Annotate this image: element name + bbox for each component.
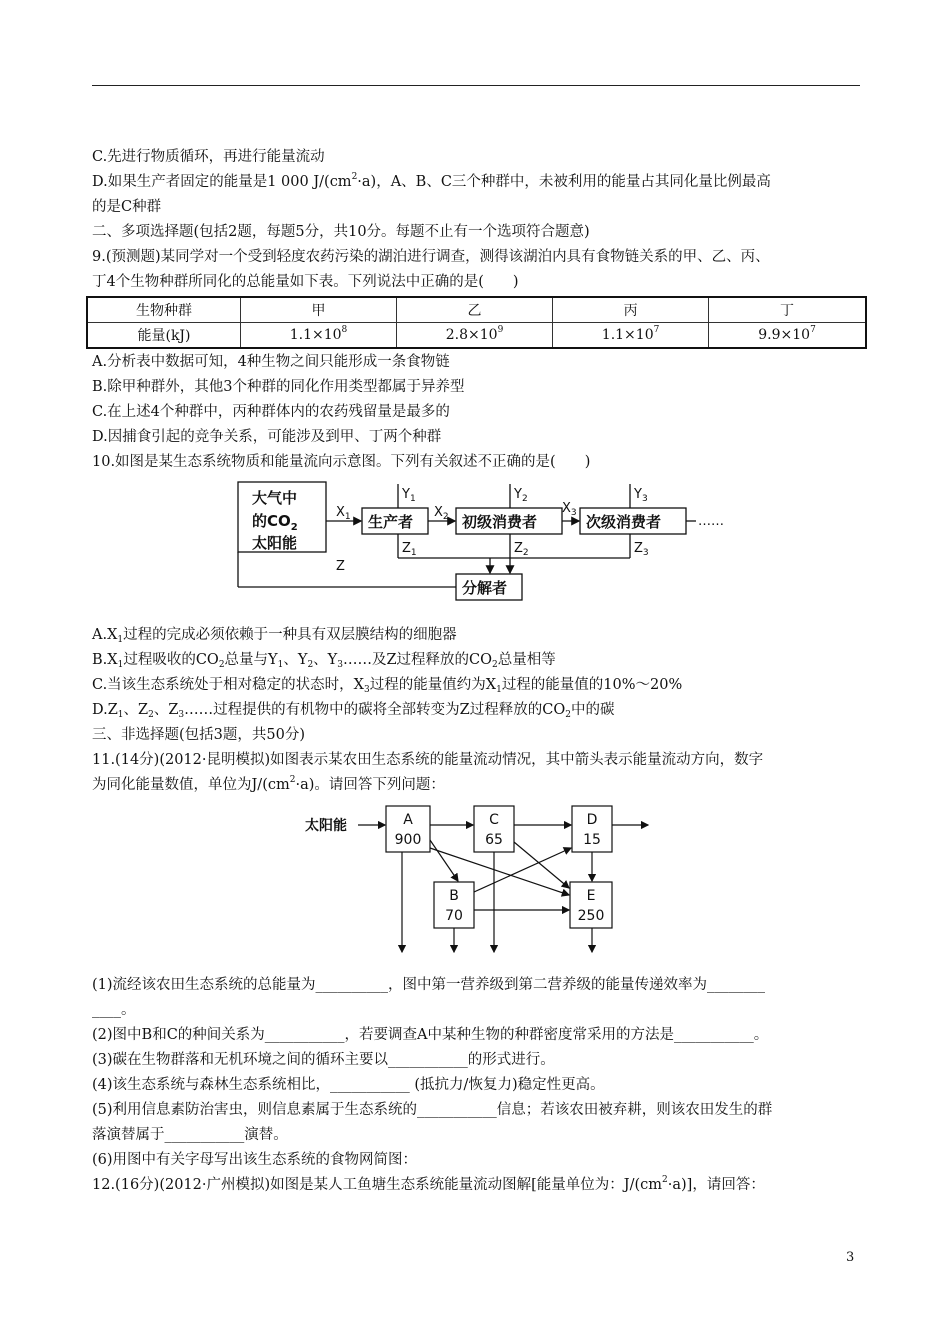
q10-option-c: C.当该生态系统处于相对稳定的状态时，$X_3$过程的能量值约为$X_1$过程的能量值的10%～20% — [92, 677, 683, 695]
table-cell: $1.1\times 10^8$ — [241, 323, 397, 349]
z2-label: $Z_2$ — [514, 541, 529, 558]
z1-label: $Z_1$ — [402, 541, 417, 558]
q10-option-a: $A.X_1$过程的完成必须依赖于一种具有双层膜结构的细胞器 — [92, 627, 457, 645]
table-cell: $9.9\times 10^7$ — [709, 323, 866, 349]
table-header-cell: 丙 — [553, 297, 709, 323]
q9-stem: 9.(预测题)某同学对一个受到轻度农药污染的湖泊进行调查，测得该湖泊内具有食物链关系的甲、乙、丙、 — [92, 249, 770, 265]
y3-label: $Y_3$ — [634, 487, 648, 504]
table-cell: $2.8\times 10^9$ — [397, 323, 553, 349]
table-header-cell: 甲 — [241, 297, 397, 323]
producer-label: 生产者 — [368, 513, 414, 531]
q10-option-d: $D.Z_1$、$Z_2$、$Z_3\dots\dots$过程提供的有机物中的碳将全部转变为Z过程释放的$CO_2$中的碳 — [92, 702, 615, 720]
node-b-letter: B — [449, 888, 459, 904]
table-header-cell: 丁 — [709, 297, 866, 323]
q9-option-c: C.在上述4个种群中，丙种群体内的农药残留量是最多的 — [92, 404, 450, 420]
node-d-letter: D — [586, 812, 598, 828]
q11-sub-1-cont: ____。 — [92, 1002, 136, 1018]
q8-option-d-cont: 的是C种群 — [92, 199, 162, 215]
q11-stem: 11.(14分)(2012·昆明模拟)如图表示某农田生态系统的能量流动情况，其中箭头表示能量流动方向，数字 — [92, 752, 764, 768]
q9-option-a: A.分析表中数据可知，4种生物之间只能形成一条食物链 — [92, 354, 450, 370]
energy-flow-diagram-q11 — [298, 800, 658, 960]
flow-diagram-q10 — [220, 478, 730, 608]
q11-sub-4: (4)该生态系统与森林生态系统相比，___________ (抵抗力/恢复力)稳定性更高。 — [92, 1077, 605, 1093]
q10-option-b: $B.X_1$过程吸收的$CO_2$总量与$Y_1$、$Y_2$、$Y_3\dots\dots$及Z过程释放的$CO_2$总量相等 — [92, 652, 556, 670]
node-c-value: 65 — [485, 832, 503, 848]
node-d-value: 15 — [583, 832, 601, 848]
node-b-value: 70 — [445, 908, 463, 924]
node-e-letter: E — [586, 888, 596, 904]
table-row-label: 能量(kJ) — [87, 323, 241, 349]
secondary-consumer-label: 次级消费者 — [586, 513, 662, 531]
section-2-title: 二、多项选择题(包括2题，每题5分，共10分。每题不止有一个选项符合题意) — [92, 224, 590, 240]
table-header-cell: 生物种群 — [87, 297, 241, 323]
q9-option-b: B.除甲种群外，其他3个种群的同化作用类型都属于异养型 — [92, 379, 465, 395]
x2-label: $X_2$ — [434, 505, 449, 522]
z-label: Z — [336, 559, 345, 574]
q11-sub-2: (2)图中B和C的种间关系为___________，若要调查A中某种生物的种群密度常采用的方法是___________。 — [92, 1027, 769, 1043]
y2-label: $Y_2$ — [514, 487, 528, 504]
node-c-letter: C — [489, 812, 499, 828]
header-rule — [92, 85, 860, 86]
table-cell: $1.1\times 10^7$ — [553, 323, 709, 349]
source-line-2: 的$CO_2$ — [252, 512, 298, 533]
q11-sub-5: (5)利用信息素防治害虫，则信息素属于生态系统的___________信息；若该农田被弃耕，则该农田发生的群 — [92, 1102, 773, 1118]
table-row — [87, 323, 866, 349]
table-row — [87, 297, 866, 323]
q11-stem-cont: 为同化能量数值，单位为$J/(cm^2\cdot a)$。请回答下列问题： — [92, 775, 445, 793]
node-e-value: 250 — [577, 908, 605, 924]
x1-label: $X_1$ — [336, 505, 351, 522]
decomposer-label: 分解者 — [462, 579, 508, 597]
energy-table — [86, 296, 867, 349]
table-header-cell: 乙 — [397, 297, 553, 323]
q12-stem: 12.(16分)(2012·广州模拟)如图是某人工鱼塘生态系统能量流动图解[能量单位为：$J/(cm^2\cdot a)$]，请回答： — [92, 1175, 765, 1193]
node-a-letter: A — [403, 812, 413, 828]
primary-consumer-label: 初级消费者 — [462, 513, 538, 531]
q11-sub-6: (6)用图中有关字母写出该生态系统的食物网简图： — [92, 1152, 418, 1168]
sun-label: 太阳能 — [305, 818, 347, 834]
q11-sub-5-cont: 落演替属于___________演替。 — [92, 1127, 288, 1143]
y1-label: $Y_1$ — [402, 487, 416, 504]
z3-label: $Z_3$ — [634, 541, 649, 558]
q9-option-d: D.因捕食引起的竞争关系，可能涉及到甲、丁两个种群 — [92, 429, 442, 445]
q8-option-d: D.如果生产者固定的能量是1 000 $J/(cm^2\cdot a)$，A、B、C三个种群中，未被利用的能量占其同化量比例最高 — [92, 172, 771, 190]
node-a-value: 900 — [394, 832, 422, 848]
continuation-dots: …… — [698, 514, 724, 529]
q8-option-c: C.先进行物质循环，再进行能量流动 — [92, 149, 325, 165]
section-3-title: 三、非选择题(包括3题，共50分) — [92, 727, 305, 743]
q10-stem: 10.如图是某生态系统物质和能量流向示意图。下列有关叙述不正确的是( ) — [92, 454, 591, 470]
page-number: 3 — [846, 1250, 855, 1265]
q9-stem-cont: 丁4个生物种群所同化的总能量如下表。下列说法中正确的是( ) — [92, 274, 519, 290]
x3-label: $X_3$ — [562, 501, 577, 518]
q11-sub-1: (1)流经该农田生态系统的总能量为__________，图中第一营养级到第二营养级的能量传递效率为________ — [92, 977, 766, 993]
source-line-3: 太阳能 — [252, 534, 298, 552]
source-line-1: 大气中 — [252, 489, 298, 507]
q11-sub-3: (3)碳在生物群落和无机环境之间的循环主要以___________的形式进行。 — [92, 1052, 555, 1068]
